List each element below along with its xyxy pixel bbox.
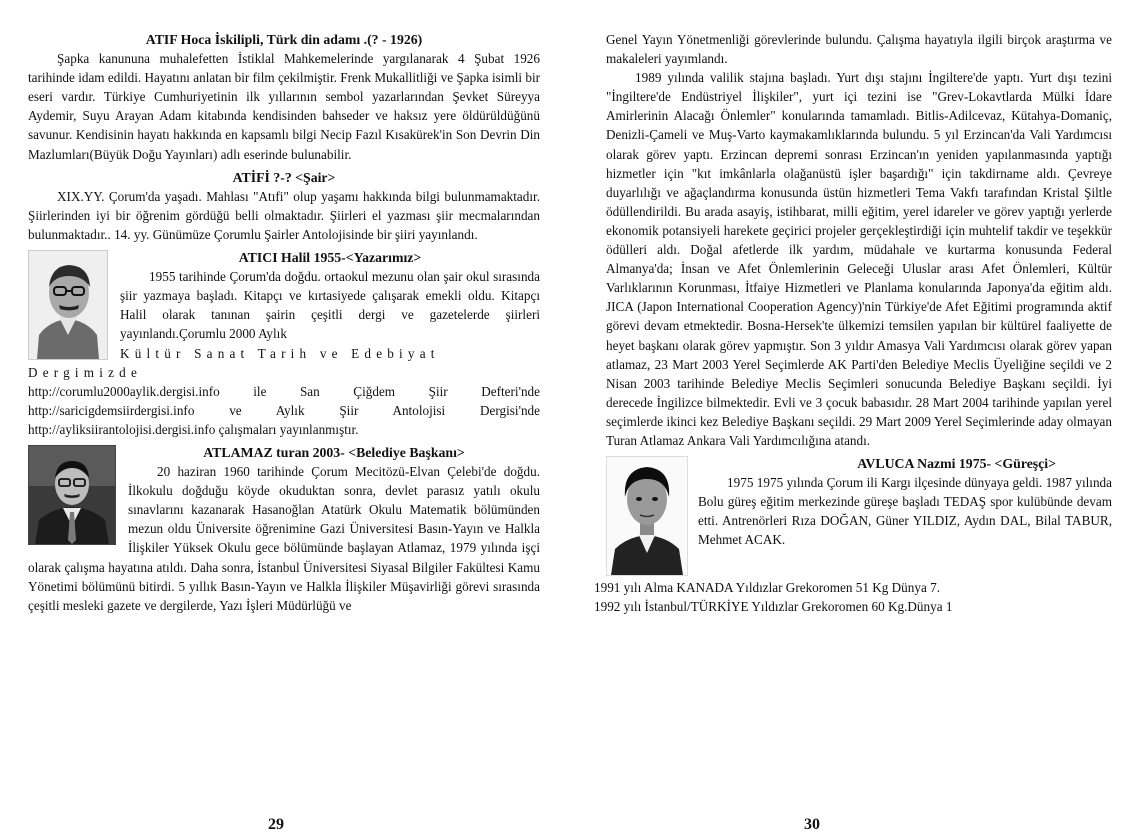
entry-heading: ATLAMAZ turan 2003- <Belediye Başkanı> (203, 444, 465, 460)
entry-atifi (28, 168, 540, 244)
right-column (594, 30, 1112, 618)
left-column (28, 30, 540, 617)
entry-heading: ATICI Halil 1955-<Yazarımız> (238, 250, 422, 266)
entry-heading: ATİFİ ?-? <Şair> (232, 169, 336, 185)
entry-body: 1975 1975 yılında Çorum ili Kargı ilçesinde dünyaya geldi. 1987 yılında Bolu güreş eğitim merkezinde güreşe başladı TEDAŞ spor kulübünde devam etti. Antrenörleri Rıza DOĞAN, Güner YILDIZ, Aydın DAL, Bilal TABUR, Mehmet ACAK. (698, 475, 1112, 548)
entry-tail: http://corumlu2000aylik.dergisi.info ile San Çiğdem Şiir Defteri'nde http://saricigdemsiirdergisi.info ve Aylık Şiir Antolojisi Dergisi'nde http://ayliksiirantolojisi.dergisi.info çalışmaları yayınlanmıştır. (28, 383, 540, 437)
entry-body: Şapka kanununa muhalefetten İstiklal Mahkemelerinde yargılanarak 4 Şubat 1926 tarihinde idam edildi. Hayatını anlatan bir film çekilmiştir. Frenk Mukallitliği ve Şapka isimli bir eseri vardır. Türkiye Cumhuriyetinin ilk yıllarının sembol yazarlarından Şevket Süreyya Aydemir, Suyu Arayan Adam kitabında kendisinden bahseder ve haksız yere öldürüldüğünü savunur. Kendisinin hayatı hakkında en kapsamlı bilgi Necip Fazıl Kısakürek'in Son Devrin Din Mazlumları(Büyük Doğu Yayınları) adlı eserinde bulunabilir. (28, 51, 540, 162)
entry-atici (28, 248, 540, 439)
entry-body: XIX.YY. Çorum'da yaşadı. Mahlası "Atıfi" olup yaşamı hakkında bilgi bulunmamaktadır. Şiirlerinden iyi bir öğrenim gördüğü belli olmaktadır. Şiirleri el yazması şiir mecmalarından bulunmaktadır.. 14. yy. Günümüze Çorumlu Şairler Antolojisinde bir şiiri yayınlandı. (28, 188, 540, 242)
main-paragraph: 1989 yılında valilik stajına başladı. Yurt dışı stajını İngiltere'de yaptı. Yurt dışı tezini "İngiltere'de Endüstriyel İlişkiler", yurt içi tezini ise "Grev-Lokavtlarda Mülki İdare Amirlerinin Alacağı Önlemler" konularında tamamladı. Bitlis-Adilcevaz, Kütahya-Domaniç, Denizli-Çameli ve Muş-Varto kaymakamlıklarında bulundu. 5 yıl Erzincan'da Vali Yardımcısı olarak görev yaptı. Erzincan depremi sonrası Erzincan'ın yeniden yapılanmasında yaptığı hizmetler için "kıt imkânlarla olağanüstü işler başardığı" için takdirname aldı. Çevreye duyarlılığı ve ağaçlandırma konusunda üstün hizmetleri Tema Vakfı tarafından Kristal Şiltle ödüllendirildi. Bu arada asayiş, istihbarat, milli eğitim, yerel idareler ve görev yaptığı yerlerde ekonomik potansiyeli harekete geçirici projeler gerçekleştirdiği için muhtelif takdir ve teşekkür ödülleri aldı. Doğal afetlerde ilk yardım, müdahale ve kurtarma konusunda Federal Almanya'da; İnsan ve Afet Önlemlerinin Geleceği Uluslar arası Afet Önlemleri, Kültür Varlıklarının Korunması, İtfaiye Hizmetleri ve Planlama konularında Japonya'da eğitim aldı. JICA (Japon International Cooperation Agency)'nin Türkiye'de Afet Eğitimi programında aktif görevi devam etmektedir. Bosna-Hersek'te ülkemizi temsilen yapılan bir kültürel faaliyette de heyet başkanı olarak görev yapmıştır. Son 3 yıldır Amasya Vali Yardımcısı olarak görev yapan atlamaz, 23 Mart 2003 Yerel Seçimlerde AK Parti'den Belediye Meclis Üyeliğine seçildi ve 2 Nisan 2003 tarihinde Belediye Meclis Seçimleri sonucunda Belediye Başkanı seçildi. İyi derecede İngilizce bilmektedir. Evli ve 3 çocuk babasıdır. 28 Mart 2004 tarihinde yapılan yerel seçimlerde ikinci kez Belediye Başkanı seçildi. 29 Mart 2009 Yerel Seçimlerinde aday olmayan Turan Atlamaz Ankara Vali Yardımcılığına atandı. (606, 70, 1112, 448)
entry-body: 1955 tarihinde Çorum'da doğdu. ortaokul mezunu olan şair okul sırasında şiir yazmaya başladı. Kitapçı ve kırtasiyede çalışarak emekli oldu. Kitapçı Halil olarak tanınan şairin çeşitli dergi ve gazetelerde şiirleri yayınlandı.Çorumlu 2000 Aylık (120, 269, 540, 342)
entry-body: 20 haziran 1960 tarihinde Çorum Mecitözü-Elvan Çelebi'de doğdu. İlkokulu doğduğu köyde okuduktan sonra, devlet parasız yatılı okulu sınavlarını kazanarak Hasanoğlan Atatürk Okulu Matematik bölümünden mezun oldu Üniversite öğrenimine Gazi Üniversitesi Basın-Yayın ve Halkla İlişkiler Yüksek Okulu gece bölümünde başlayan Atlamaz, 1979 yılında işçi olarak çalışma hayatına atıldı. Daha sonra, İstanbul Üniversitesi Siyasal Bilgiler Fakültesi Kamu Yönetimi bölümünü bitirdi. 5 yıllık Basın-Yayın ve Halkla İlişkiler Müşavirliği görevi sırasında çeşitli mesleki gazete ve dergilerde, Yazı İşleri Müdürlüğü ve (28, 464, 540, 613)
continued-paragraph: Genel Yayın Yönetmenliği görevlerinde bulundu. Çalışma hayatıyla ilgili birçok araştırma ve makaleleri yayımlandı. (606, 32, 1112, 67)
portrait-photo (28, 445, 116, 545)
portrait-photo (606, 456, 688, 576)
result-line: 1991 yılı Alma KANADA Yıldızlar Grekoromen 51 Kg Dünya 7. (594, 580, 940, 596)
result-line: 1992 yılı İstanbul/TÜRKİYE Yıldızlar Grekoromen 60 Kg.Dünya 1 (594, 599, 953, 615)
entry-heading: ATIF Hoca İskilipli, Türk din adamı .(? - 1926) (145, 32, 423, 47)
entry-atlamaz (28, 443, 540, 615)
page-number: 30 (804, 816, 820, 833)
entry-heading: AVLUCA Nazmi 1975- <Güreşçi> (857, 456, 1056, 472)
portrait-photo (28, 250, 108, 360)
page-left (0, 0, 560, 840)
page-number: 29 (268, 816, 284, 833)
entry-spaced-line: Kültür Sanat Tarih ve Edebiyat Dergimizde (28, 345, 440, 380)
entry-avluca (594, 454, 1112, 616)
page-right (566, 0, 1132, 840)
entry-atif-hoca (28, 30, 540, 164)
